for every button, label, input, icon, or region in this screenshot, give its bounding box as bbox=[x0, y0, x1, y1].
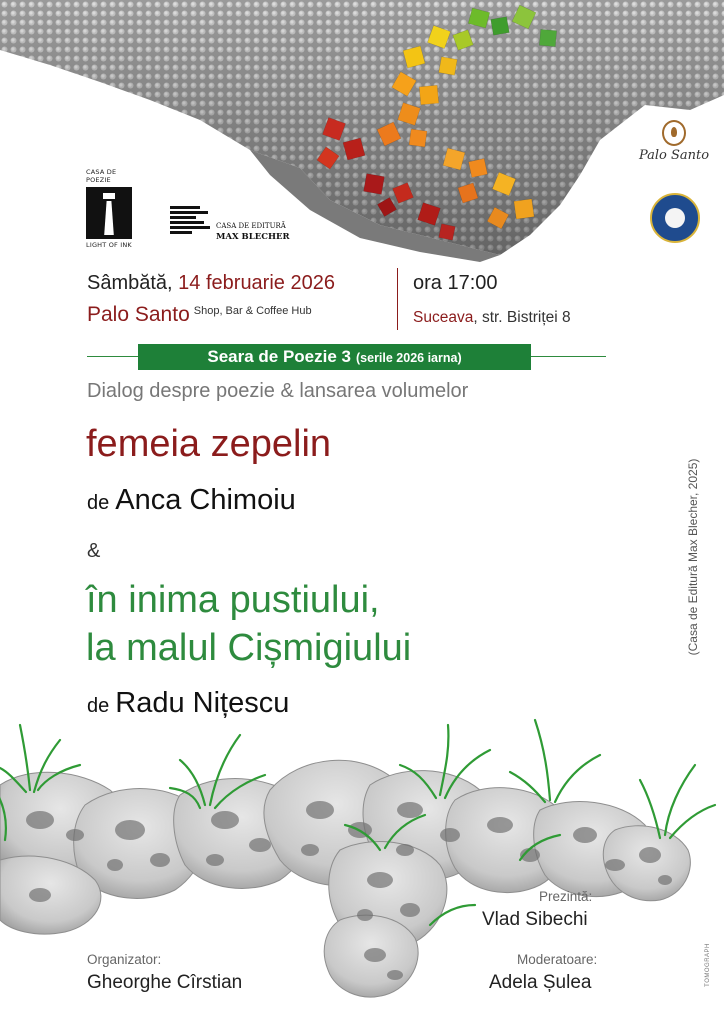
organizer-name: Gheorghe Cîrstian bbox=[87, 972, 243, 993]
moderator-name: Adela Șulea bbox=[489, 972, 592, 993]
max-blecher-logo bbox=[170, 206, 290, 246]
venue-description: Shop, Bar & Coffee Hub bbox=[193, 305, 312, 317]
max-blecher-line2: MAX BLECHER bbox=[216, 232, 290, 242]
event-address bbox=[413, 309, 571, 327]
event-banner bbox=[138, 344, 531, 370]
banner-subtitle: (serile 2026 iarna) bbox=[356, 351, 462, 365]
publisher-note-text: (Casa de Editură Max Blecher, 2025) bbox=[686, 458, 700, 656]
event-day: Sâmbătă, bbox=[87, 272, 173, 294]
banner-title: Seara de Poezie 3 bbox=[207, 347, 351, 366]
presenter-label: Prezintă: bbox=[539, 889, 593, 904]
light-of-ink-bottom-text: LIGHT OF INK bbox=[86, 241, 132, 249]
book1-author: Anca Chimoiu bbox=[115, 484, 296, 516]
moderator-label: Moderatoare: bbox=[517, 952, 598, 967]
event-subtitle: Dialog despre poezie & lansarea volumelor bbox=[87, 380, 469, 402]
tomograph-text: TOMOGRAPH bbox=[705, 943, 711, 987]
event-date-value: 14 februarie 2026 bbox=[178, 272, 335, 294]
venue-name: Palo Santo bbox=[87, 303, 190, 326]
light-of-ink-top-text: CASA DE POEZIE bbox=[86, 168, 117, 184]
event-time: ora 17:00 bbox=[413, 272, 498, 294]
event-date bbox=[87, 272, 335, 295]
lighthouse-icon bbox=[86, 187, 132, 239]
organizer-label: Organizator: bbox=[87, 952, 162, 967]
book1-byline bbox=[87, 484, 296, 517]
books-stack-icon bbox=[170, 206, 210, 242]
publisher-note bbox=[683, 432, 703, 682]
palo-santo-logo bbox=[632, 120, 716, 176]
event-street: , str. Bistriței 8 bbox=[473, 309, 571, 326]
light-of-ink-logo bbox=[86, 168, 142, 260]
book2-author: Radu Nițescu bbox=[115, 687, 290, 719]
book1-title: femeia zepelin bbox=[86, 423, 332, 465]
book2-title-line1: în inima pustiului, bbox=[86, 579, 380, 621]
presenter-name: Vlad Sibechi bbox=[482, 909, 588, 930]
event-venue bbox=[87, 303, 312, 327]
max-blecher-line1: CASA DE EDITURĂ bbox=[216, 222, 286, 230]
book2-by: de bbox=[87, 695, 110, 717]
banner-rule-right bbox=[530, 356, 606, 357]
ampersand: & bbox=[87, 540, 101, 562]
date-time-divider bbox=[397, 268, 398, 330]
palo-santo-logo-text: Palo Santo bbox=[638, 148, 710, 163]
library-seal-icon bbox=[650, 193, 700, 243]
event-city: Suceava bbox=[413, 309, 474, 326]
palo-santo-emblem-icon bbox=[662, 120, 686, 146]
book2-title-line2: la malul Cișmigiului bbox=[86, 627, 412, 669]
banner-rule-left bbox=[87, 356, 139, 357]
tomograph-credit bbox=[702, 930, 714, 1000]
book1-by: de bbox=[87, 492, 110, 514]
